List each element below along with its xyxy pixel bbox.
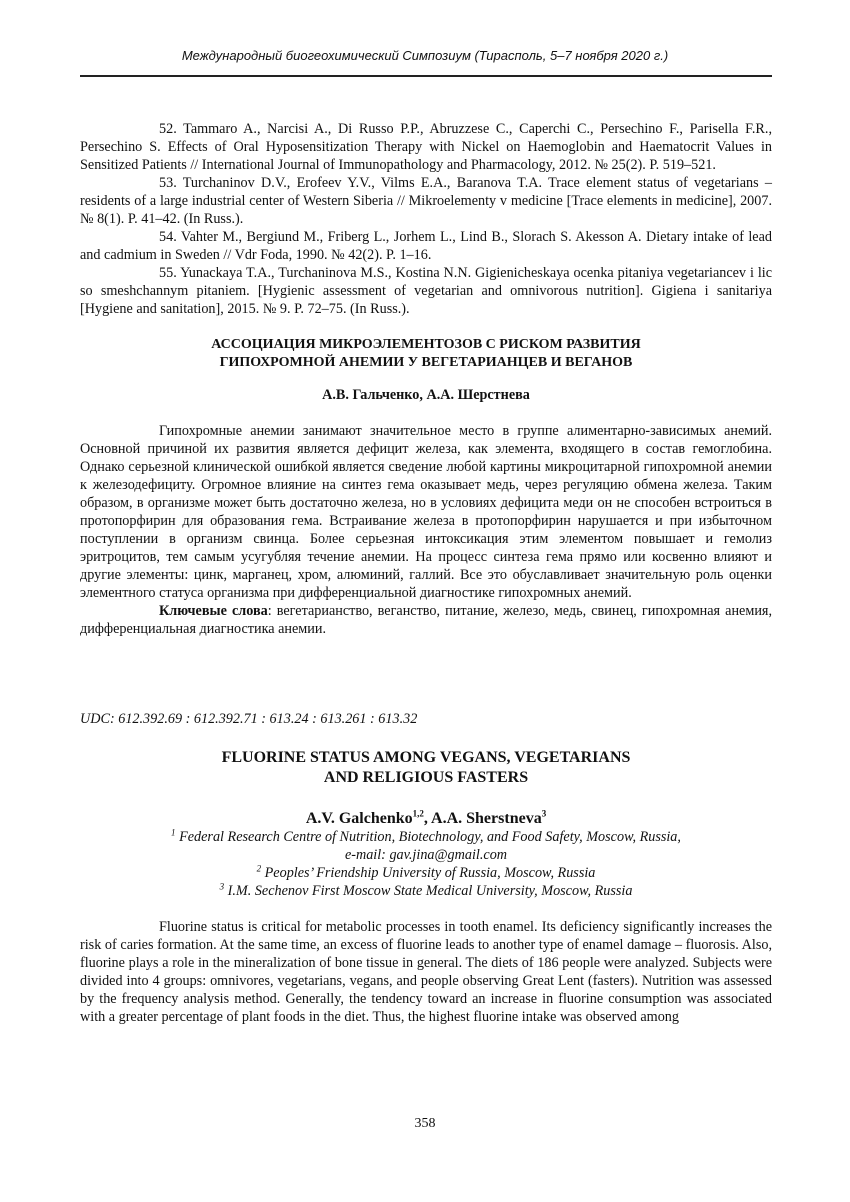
reference-item: 54. Vahter M., Bergiund M., Friberg L., Jorhem L., Lind B., Slorach S. Akesson A. Dietary intake of lead and cadmium in Sweden // Vdr Foda, 1990. № 42(2). P. 1–16.	[80, 229, 772, 263]
keywords-label: Ключевые слова	[159, 603, 268, 619]
reference-item: 52. Tammaro A., Narcisi A., Di Russo P.P., Abruzzese C., Caperchi C., Persechino F., Parisella F.R., Persechino S. Effects of Oral Hyposensitization Therapy with Nickel on Haemoglobin and Haematocrit Values in Sensitized Patients // International Journal of Immunopathology and Pharmacology, 2012. № 25(2). P. 519–521.	[80, 121, 772, 173]
page-body	[80, 120, 772, 1026]
english-article-title: FLUORINE STATUS AMONG VEGANS, VEGETARIANS AND RELIGIOUS FASTERS	[221, 749, 631, 786]
reference-item: 55. Yunackaya T.A., Turchaninova M.S., Kostina N.N. Gigienicheskaya ocenka pitaniya vegetariancev i lic so smeshchannym pitaniem. [Hygienic assessment of vegetarian and omnivorous nutrition]. Gigiena i sanitariya [Hygiene and sanitation], 2015. № 9. P. 72–75. (In Russ.).	[80, 265, 772, 317]
running-header: Международный биогеохимический Симпозиум (Тирасполь, 5–7 ноября 2020 г.)	[181, 48, 669, 63]
page-number: 358	[414, 1116, 436, 1131]
affiliation-email: e-mail: gav.jina@gmail.com	[344, 847, 508, 863]
russian-article	[80, 336, 772, 638]
reference-list	[80, 120, 772, 318]
english-abstract: Fluorine status is critical for metabolic processes in tooth enamel. Its deficiency significantly increases the risk of caries formation. At the same time, an excess of fluorine leads to another type of enamel damage – fluorosis. Also, fluorine plays a role in the mineralization of bone tissue in general. The diets of 186 people were analyzed. Subjects were divided into 4 groups: omnivores, vegetarians, vegans, and people observing Great Lent (fasters). Nutrition was assessed by the frequency analysis method. Generally, the tendency toward an increase in fluorine consumption was associated with a greater percentage of plant foods in the diet. Thus, the highest fluorine intake was observed among	[80, 919, 772, 1025]
header-rule	[80, 75, 772, 77]
affiliation-2: $^2$ Peoples’ Friendship University of Russia, Moscow, Russia	[256, 863, 596, 881]
udc-code: UDC: 612.392.69 : 612.392.71 : 613.24 : 613.261 : 613.32	[80, 711, 418, 727]
english-article	[80, 710, 772, 1026]
russian-keywords	[80, 602, 772, 638]
russian-article-title: АССОЦИАЦИЯ МИКРОЭЛЕМЕНТОЗОВ С РИСКОМ РАЗВИТИЯ ГИПОХРОМНОЙ АНЕМИИ У ВЕГЕТАРИАНЦЕВ И ВЕГАНОВ	[211, 337, 641, 370]
affiliation-1: $^1$ Federal Research Centre of Nutrition, Biotechnology, and Food Safety, Moscow, Russia,	[171, 827, 681, 845]
english-article-authors: A.V. Galchenko$^{1,2}$, A.A. Sherstneva$^3$	[305, 808, 547, 827]
russian-article-authors: А.В. Гальченко, А.А. Шерстнева	[322, 387, 530, 403]
keywords-text: : вегетарианство, веганство, питание, железо, медь, свинец, гипохромная анемия, дифференциальная диагностика анемии.	[80, 603, 773, 637]
affiliation-3: $^3$ I.M. Sechenov First Moscow State Medical University, Moscow, Russia	[219, 881, 633, 899]
reference-item: 53. Turchaninov D.V., Erofeev Y.V., Vilms E.A., Baranova T.A. Trace element status of vegetarians – residents of a large industrial center of Western Siberia // Mikroelementy v medicine [Trace elements in medicine], 2007. № 8(1). P. 41–42. (In Russ.).	[80, 175, 772, 227]
russian-abstract: Гипохромные анемии занимают значительное место в группе алиментарно-зависимых анемий. Основной причиной их развития является дефицит железа, как элемента, входящего в состав гемоглобина. Однако серьезной клинической ошибкой является сведение любой картины микроцитарной гипохромной анемии к железодефициту. Огромное влияние на синтез гема оказывает медь, через регуляцию обмена железа. Таким образом, в организме может быть достаточно железа, но в условиях дефицита меди он не способен встроиться в протопорфирин для образования гема. Встраивание железа в протопорфирин нарушается и при избыточном поступлении в организм свинца. Более серьезная интоксикация этим элементом повышает и гемолиз эритроцитов, тем самым усугубляя течение анемии. На процесс синтеза гема прямо или косвенно влияют и другие элементы: цинк, марганец, хром, алюминий, галлий. Все это обуславливает значительную роль оценки элементного статуса организма при дифференциальной диагностике гипохромных анемий.	[80, 423, 772, 601]
